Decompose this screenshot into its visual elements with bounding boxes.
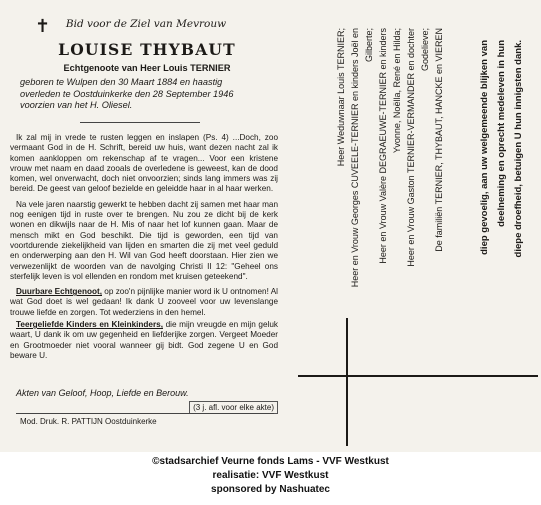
paragraph: Ik zal mij in vrede te rusten leggen en inslapen (Ps. 4) ...Doch, zoo vermaant God in de H. Schrift, bereid uw huis, want dezen nacht zal ik komen aankloppen om rekenschap af te vragen... Voor een kristene vrouw met naam en daad zooals de overledene is geweest, kan de dood komen, wel onverwacht, doch niet onvoorzien; sinds lang immers was zij bereid. De geest van geloof bezielde en geleidde haar in al haar werken. [10,133,278,194]
cross-icon: ✝ [35,16,51,37]
divider [80,122,200,123]
devotional-text [10,133,278,363]
birth-line: geboren te Wulpen den 30 Maart 1884 en haastig [20,77,223,87]
indulgence-note: (3 j. afl. voor elke akte) [189,401,278,414]
family-line: Heer en Vrouw Georges CUVEELE-TERNIER en kinders Joël en [350,28,360,288]
spouse-address [10,287,278,318]
thanks-line: diepe droefheid, betuigen U hun innigsten dank. [513,40,524,258]
devotional-side [6,8,278,448]
children-address [10,320,278,361]
thanks-line: deelneming en oprecht medeleven in hun [496,40,507,227]
deceased-name: LOUISE THYBAUT [58,40,236,59]
archive-credits [0,455,541,497]
children-address-heading: Teergeliefde Kinders en Kleinkinders, [16,320,163,330]
family-line: Yvonne, Noëlla, René en Hilda; [392,28,402,154]
credit-line: realisatie: VVF Westkust [212,470,329,481]
spouse-line: Echtgenoote van Heer Louis TERNIER [63,63,231,73]
paragraph: Na vele jaren naarstig gewerkt te hebben dacht zij samen met haar man nog eenigen tijd in ruste over te brengen. Nu zou ze dicht bij de kerk wonen en dikwijls naar de H. Mis of naar het lof kunnen gaan. Maar de mensch mikt en God beschikt. Die tijd is geworden, een tijd van voortdurende ziekelijkheid van lijden en smarten die zij met veel geduld en onderwerping aan den H. Wil van God heeft doorstaan. Hier zien we verwezenlijkt de woorden van de navolging Christi II 12: "Geheel ons sterfelijk leven is vol ellenden en rondom met kruisen geteekend". [10,199,278,281]
birth-death-info [20,77,280,112]
spouse-address-text: op zoo'n pijnlijke manier word ik U ontnomen! Al wat God doet is wel gedaan! Ik dank U zooveel voor uw levenslange trouwe liefde en zorgen. Tot wederziens in den hemel. [10,287,278,317]
thanks-line: diep gevoelig, aan uw welgemeende blijken van [479,40,490,255]
children-address-text: die mijn vreugde en mijn geluk waart, U dank ik om uw gegenheid en liefderijke zorgen. Vergeet Moeder en Grootmoeder niet vooral wanneer gij bidt. God zegene U en God beware U. [10,320,279,360]
family-line: Heer en Vrouw Gaston TERNIER-VERMANDER en dochter [406,28,416,267]
credit-line: ©stadsarchief Veurne fonds Lams - VVF Westkust [152,456,389,467]
family-line: Heer en Vrouw Valère DEGRAEUWE-TERNIER en kinders [378,28,388,264]
acknowledgement-side [288,0,541,452]
divider [16,413,274,414]
closing-acts: Akten van Geloof, Hoop, Liefde en Berouw. [16,388,189,398]
cross-mark-horizontal [298,375,538,377]
family-line: Godelieve; [420,28,430,72]
credit-line: sponsored by Nashuatec [211,484,330,495]
family-line: De familiën TERNIER, THYBAUT, HANCKE en VIEREN [434,28,444,252]
sacrament-line: voorzien van het H. Oliesel. [20,100,133,110]
printer-line: Mod. Druk. R. PATTIJN Oostduinkerke [20,417,157,426]
death-line: overleden te Oostduinkerke den 28 September 1946 [20,88,234,99]
family-line: Gilberte; [364,28,374,63]
family-line: Heer Weduwnaar Louis TERNIER; [336,28,346,167]
card-header: Bid voor de Ziel van Mevrouw [65,18,227,30]
cross-mark-vertical [346,318,348,446]
spouse-address-heading: Duurbare Echtgenoot, [16,287,102,297]
